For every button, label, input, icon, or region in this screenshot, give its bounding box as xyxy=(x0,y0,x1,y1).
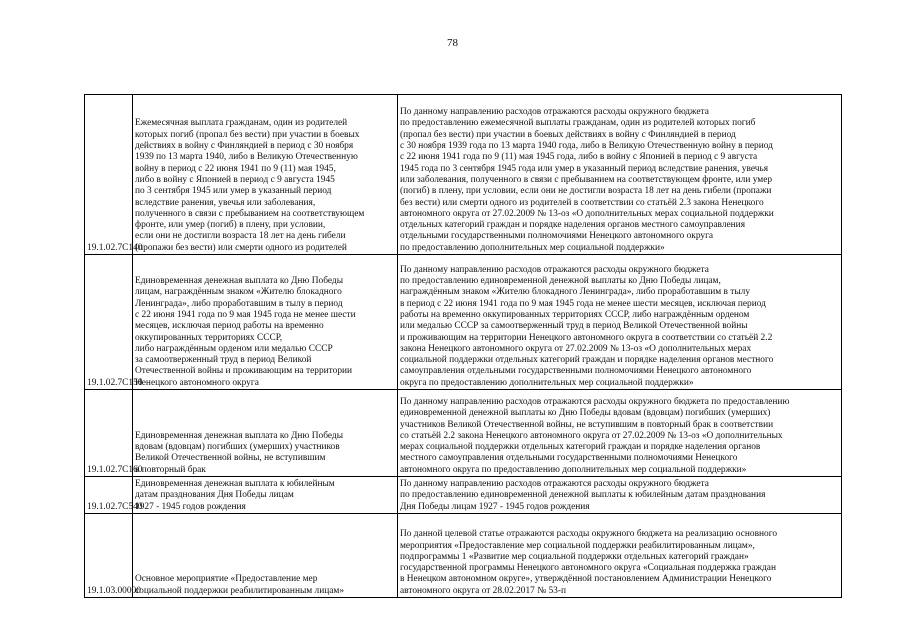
description-line: по предоставлению единовременной денежной выплаты к юбилейным датам празднования xyxy=(400,490,766,501)
budget-classification-table xyxy=(84,94,842,598)
description-line: без вести) или смерти одного из родителей в соответствии со статьёй 2.3 закона Ненецкого xyxy=(400,197,764,208)
description-line: По данному направлению расходов отражаются расходы окружного бюджета xyxy=(400,264,709,275)
code-cell: 19.1.02.7С140 xyxy=(85,95,133,255)
table-row xyxy=(85,255,842,390)
name-line: социальной поддержки реабилитированным лицам» xyxy=(135,585,345,596)
description-line: По данному направлению расходов отражаются расходы окружного бюджета xyxy=(400,479,709,490)
description-line: единовременной денежной выплаты ко Дню Победы вдовам (вдовцам) погибших (умерших) xyxy=(400,408,771,419)
name-line: датам празднования Дня Победы лицам xyxy=(135,490,294,501)
description-cell xyxy=(398,255,842,390)
name-line: если они не достигли возраста 18 лет на день гибели xyxy=(135,231,346,242)
description-line: мерах социальной поддержки отдельных категорий граждан и порядке наделения органов xyxy=(400,442,761,453)
name-line: в повторный брак xyxy=(135,464,206,475)
name-cell xyxy=(133,390,398,477)
code-cell: 19.1.03.00000 xyxy=(85,514,133,598)
name-line: Единовременная денежная выплата ко Дню Победы xyxy=(135,276,343,287)
name-cell xyxy=(133,477,398,514)
name-cell xyxy=(133,255,398,390)
description-line: государственной программы Ненецкого автономного округа «Социальная поддержка граждан xyxy=(400,563,776,574)
code-cell: 19.1.02.7С540 xyxy=(85,477,133,514)
name-line: Единовременная денежная выплата к юбилейным xyxy=(135,479,335,490)
description-line: со статьёй 2.2 закона Ненецкого автономного округа от 27.02.2009 № 13-оз «О дополнительных xyxy=(400,430,783,441)
description-line: автономного округа по предоставлению дополнительных мер социальной поддержки» xyxy=(400,464,747,475)
name-line: Ежемесячная выплата гражданам, один из родителей xyxy=(135,118,348,129)
description-line: (пропал без вести) при участии в боевых действиях в войну с Финляндией в период xyxy=(400,129,736,140)
name-line: за самоотверженный труд в период Великой xyxy=(135,355,312,366)
description-line: мероприятия «Предоставление мер социальной поддержки реабилитированным лицам», xyxy=(400,540,755,551)
description-line: или медалью СССР за самоотверженный труд в период Великой Отечественной войны xyxy=(400,321,748,332)
description-line: или заболевания, полученного в связи с пребыванием на соответствующем фронте, или умер xyxy=(400,174,773,185)
description-line: По данному направлению расходов отражаются расходы окружного бюджета xyxy=(400,107,709,118)
description-line: в период с 22 июня 1941 года по 9 мая 1945 года не менее шести месяцев, исключая период xyxy=(400,298,766,309)
description-line: самоуправления отдельными государственными полномочиями Ненецкого автономного xyxy=(400,366,752,377)
table-row xyxy=(85,514,842,598)
code-cell: 19.1.02.7С150 xyxy=(85,255,133,390)
description-line: и проживающим на территории Ненецкого автономного округа в соответствии со статьёй 2.2 xyxy=(400,332,773,343)
description-line: по предоставлению единовременной денежной выплаты ко Дню Победы лицам, xyxy=(400,276,721,287)
name-line: вдовам (вдовцам) погибших (умерших) участников xyxy=(135,442,340,453)
description-line: с 30 ноября 1939 года по 13 марта 1940 года, либо в Великую Отечественную войну в период xyxy=(400,141,773,152)
name-line: 1939 по 13 марта 1940, либо в Великую Отечественную xyxy=(135,152,358,163)
description-line: с 22 июня 1941 года по 9 (11) мая 1945 года, либо в войну с Японией в период с 9 августа xyxy=(400,152,758,163)
name-line: либо награждённым орденом или медалью СССР xyxy=(135,343,333,354)
name-cell xyxy=(133,95,398,255)
table-row xyxy=(85,477,842,514)
description-line: по предоставлению дополнительных мер социальной поддержки» xyxy=(400,242,665,253)
name-line: лицам, награждённым знаком «Жителю блокадного xyxy=(135,287,342,298)
table-row xyxy=(85,95,842,255)
name-line: Великой Отечественной войны, не вступившим xyxy=(135,453,326,464)
description-line: награждённым знаком «Жителю блокадного Ленинграда», либо проработавшим в тылу xyxy=(400,287,751,298)
name-line: с 22 июня 1941 года по 9 мая 1945 года не менее шести xyxy=(135,309,356,320)
description-line: (погиб) в плену, при условии, если они не достигли возраста 18 лет на день гибели (пропажи xyxy=(400,186,772,197)
description-line: отдельных категорий граждан и порядке наделения органов местного самоуправления xyxy=(400,220,746,231)
name-line: месяцев, исключая период работы на временно xyxy=(135,321,324,332)
code-cell: 19.1.02.7С160 xyxy=(85,390,133,477)
name-line: Ленинграда», либо проработавшим в тылу в период xyxy=(135,298,343,309)
description-line: автономного округа от 27.02.2009 № 13-оз «О дополнительных мерах социальной поддержки xyxy=(400,208,774,219)
description-line: участников Великой Отечественной войны, не вступившим в повторный брак в соответствии xyxy=(400,419,774,430)
name-line: вследствие ранения, увечья или заболевания, xyxy=(135,197,316,208)
description-line: округа по предоставлению дополнительных мер социальной поддержки» xyxy=(400,377,694,388)
description-line: в Ненецком автономном округе», утверждённой постановлением Администрации Ненецкого xyxy=(400,574,772,585)
description-cell xyxy=(398,514,842,598)
name-line: действиях в войну с Финляндией в период с 30 ноября xyxy=(135,141,354,152)
name-line: Отечественной войны и проживающим на территории xyxy=(135,366,353,377)
description-line: по предоставлению ежемесячной выплаты гражданам, один из родителей которых погиб xyxy=(400,118,756,129)
description-line: По данной целевой статье отражаются расходы окружного бюджета на реализацию основного xyxy=(400,529,778,540)
table-body xyxy=(85,95,842,598)
name-line: либо в войну с Японией в период с 9 августа 1945 xyxy=(135,174,335,185)
table-row xyxy=(85,390,842,477)
description-line: отдельными государственными полномочиями Ненецкого автономного округа xyxy=(400,231,714,242)
description-line: подпрограммы 1 «Развитие мер социальной поддержки отдельных категорий граждан» xyxy=(400,551,749,562)
page-number: 78 xyxy=(447,37,458,49)
name-line: (пропажи без вести) или смерти одного из родителей xyxy=(135,242,347,253)
name-line: полученного в связи с пребыванием на соответствующем xyxy=(135,208,365,219)
name-line: войну в период с 22 июня 1941 по 9 (11) мая 1945, xyxy=(135,163,336,174)
description-line: работы на временно оккупированных территориях СССР, либо награждённым орденом xyxy=(400,309,750,320)
description-line: Дня Победы лицам 1927 - 1945 годов рождения xyxy=(400,501,590,512)
description-line: местного самоуправления отдельными государственными полномочиями Ненецкого xyxy=(400,453,738,464)
name-line: которых погиб (пропал без вести) при участии в боевых xyxy=(135,129,360,140)
name-line: по 3 сентября 1945 или умер в указанный период xyxy=(135,186,332,197)
description-cell xyxy=(398,95,842,255)
name-line: оккупированных территориях СССР, xyxy=(135,332,283,343)
name-line: фронте, или умер (погиб) в плену, при условии, xyxy=(135,220,326,231)
description-line: автономного округа от 28.02.2017 № 53-п xyxy=(400,585,567,596)
name-cell xyxy=(133,514,398,598)
description-line: 1945 года по 3 сентября 1945 года или умер в указанный период вследствие ранения, увечья xyxy=(400,163,769,174)
name-line: 1927 - 1945 годов рождения xyxy=(135,501,246,512)
description-cell xyxy=(398,477,842,514)
name-line: Единовременная денежная выплата ко Дню Победы xyxy=(135,430,343,441)
description-line: По данному направлению расходов отражаются расходы окружного бюджета по предоставлению xyxy=(400,396,790,407)
description-line: закона Ненецкого автономного округа от 27.02.2009 № 13-оз «О дополнительных мерах xyxy=(400,343,752,354)
description-line: социальной поддержки отдельных категорий граждан и порядке наделения органов местного xyxy=(400,355,774,366)
description-cell xyxy=(398,390,842,477)
name-line: Ненецкого автономного округа xyxy=(135,377,259,388)
name-line: Основное мероприятие «Предоставление мер xyxy=(135,574,318,585)
